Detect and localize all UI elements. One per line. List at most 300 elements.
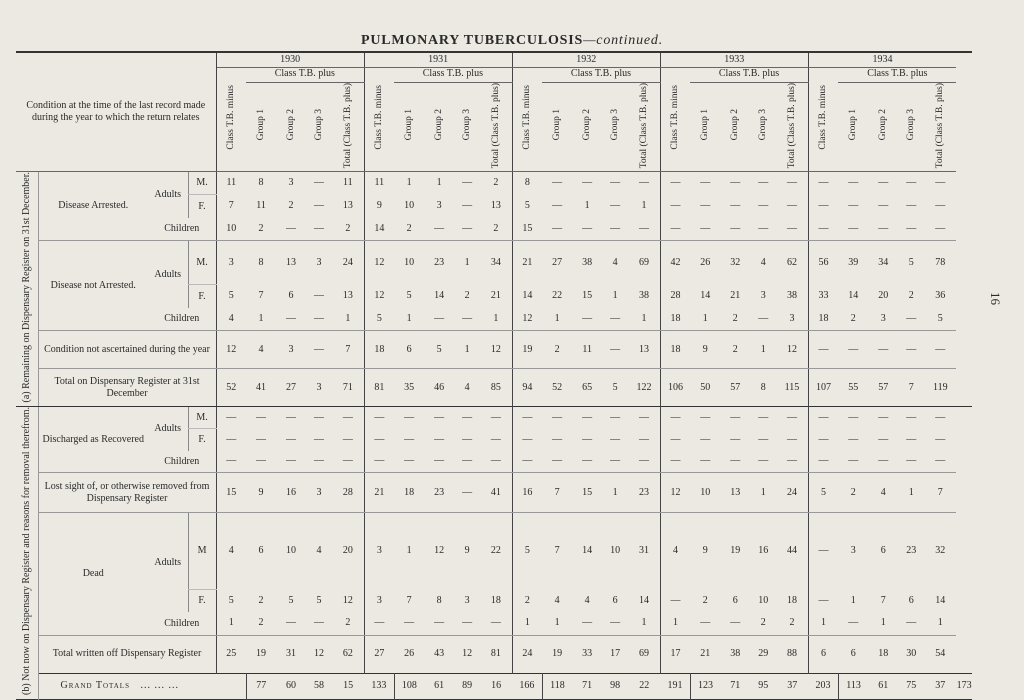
adults-label: Adults	[154, 189, 182, 201]
table-cell: 28	[332, 473, 364, 513]
table-cell: 115	[776, 369, 808, 407]
class-minus-header: Class T.B. minus	[512, 67, 542, 172]
group3-header: Group 3	[306, 82, 332, 172]
table-cell: 2	[480, 218, 512, 241]
table-cell: —	[306, 331, 332, 369]
group2-header: Group 2	[276, 82, 306, 172]
table-cell: 4	[554, 594, 560, 606]
table-cell: 39	[848, 256, 859, 268]
table-cell: 21	[364, 473, 394, 513]
table-cell: 12	[374, 290, 385, 302]
table-cell: —	[314, 411, 325, 423]
table-cell: 33	[818, 290, 829, 302]
table-cell: 43	[434, 648, 445, 660]
table-cell: 98	[602, 673, 628, 699]
table-cell: —	[480, 407, 512, 429]
class-plus-header: Class T.B. plus	[542, 67, 660, 82]
table-cell: —	[424, 612, 454, 635]
table-cell: 1	[406, 177, 412, 189]
table-cell: —	[848, 177, 859, 189]
table-cell: 1	[512, 612, 542, 635]
table-cell: 3	[376, 545, 382, 557]
table-cell: —	[404, 411, 415, 423]
group1-header: Group 1	[542, 82, 572, 172]
table-cell: 2	[480, 172, 512, 195]
table-cell: —	[522, 433, 533, 445]
sex-label: M.	[188, 407, 216, 429]
table-cell: —	[898, 451, 924, 473]
table-cell: —	[838, 612, 868, 635]
table-cell: —	[424, 451, 454, 473]
table-cell: 18	[394, 473, 424, 513]
table-cell: 2	[908, 290, 914, 302]
sex-label: M	[188, 513, 216, 589]
table-cell: 32	[935, 545, 946, 557]
table-cell: 23	[628, 473, 660, 513]
table-cell: 2	[464, 290, 470, 302]
total-written-off-label: Total written off Dispensary Register	[38, 635, 216, 673]
table-cell: —	[454, 473, 480, 513]
table-cell: 77	[246, 673, 276, 699]
table-cell: 62	[332, 635, 364, 673]
table-cell: 22	[480, 513, 512, 589]
table-cell: 8	[258, 256, 264, 268]
table-cell: 10	[404, 200, 415, 212]
table-cell: —	[924, 331, 956, 369]
group3-header: Group 3	[602, 82, 628, 172]
table-cell: 5	[524, 200, 530, 212]
table-cell: —	[720, 218, 750, 241]
table-cell: —	[730, 200, 741, 212]
table-cell: —	[758, 411, 769, 423]
table-cell: —	[818, 177, 829, 189]
table-cell: 9	[246, 473, 276, 513]
table-cell: 7	[406, 594, 412, 606]
table-cell: —	[572, 308, 602, 331]
table-cell: —	[394, 451, 424, 473]
table-cell: 4	[316, 545, 322, 557]
table-cell: —	[670, 411, 681, 423]
table-cell: —	[750, 451, 776, 473]
table-cell: —	[434, 411, 445, 423]
table-cell: 123	[690, 673, 720, 699]
group1-header: Group 1	[394, 82, 424, 172]
table-cell: 37	[776, 673, 808, 699]
table-cell: 71	[720, 673, 750, 699]
table-cell: 5	[424, 331, 454, 369]
table-cell: 7	[924, 473, 956, 513]
table-cell: —	[628, 407, 660, 429]
table-cell: —	[898, 612, 924, 635]
table-cell: —	[898, 218, 924, 241]
table-cell: 2	[776, 612, 808, 635]
table-cell: —	[610, 433, 621, 445]
row-group-label: Disease not Arrested.	[38, 241, 148, 331]
table-cell: 62	[776, 241, 808, 285]
table-cell: —	[818, 433, 829, 445]
table-cell: —	[434, 433, 445, 445]
table-cell: —	[690, 218, 720, 241]
table-cell: 9	[376, 200, 382, 212]
table-cell: —	[542, 451, 572, 473]
table-cell: —	[848, 433, 859, 445]
table-cell: —	[878, 177, 889, 189]
table-cell: 15	[512, 218, 542, 241]
table-cell: 6	[288, 290, 294, 302]
table-cell: 36	[935, 290, 946, 302]
table-cell: —	[216, 451, 246, 473]
table-cell: —	[364, 451, 394, 473]
page-number: 16	[988, 292, 1003, 305]
table-cell: 10	[690, 473, 720, 513]
table-cell: 41	[256, 381, 267, 393]
table-cell: 166	[512, 673, 542, 699]
table-cell: —	[226, 433, 237, 445]
adults-label: Adults	[154, 268, 182, 280]
table-cell: 1	[690, 308, 720, 331]
table-cell: 37	[924, 673, 956, 699]
table-cell: —	[720, 451, 750, 473]
table-cell: 57	[730, 381, 741, 393]
table-cell: 1	[660, 612, 690, 635]
group2-header: Group 2	[720, 82, 750, 172]
table-cell: —	[552, 433, 563, 445]
table-cell: 24	[776, 473, 808, 513]
table-cell: —	[582, 433, 593, 445]
table-cell: —	[690, 451, 720, 473]
table-cell: 42	[670, 256, 681, 268]
table-cell: 13	[480, 195, 512, 218]
section-b-label: (b) Not now on Dispensary Register and reasons for removal therefrom.	[16, 407, 38, 699]
table-cell: —	[776, 172, 808, 195]
adults-label: Adults	[154, 423, 182, 435]
table-cell: 16	[276, 473, 306, 513]
table-cell: —	[848, 200, 859, 212]
table-cell: 55	[848, 381, 859, 393]
table-cell: 1	[628, 308, 660, 331]
table-cell: 15	[572, 473, 602, 513]
table-cell: 6	[880, 545, 886, 557]
table-cell: —	[838, 218, 868, 241]
table-cell: 12	[776, 331, 808, 369]
table-cell: —	[750, 218, 776, 241]
sex-label: M.	[188, 172, 216, 195]
table-cell: 2	[332, 218, 364, 241]
table-cell: 13	[628, 331, 660, 369]
table-cell: 1	[246, 308, 276, 331]
table-cell: —	[226, 411, 237, 423]
table-cell: —	[906, 200, 917, 212]
table-cell: 12	[332, 589, 364, 612]
table-cell: 1	[436, 177, 442, 189]
table-cell: 8	[760, 381, 766, 393]
table-cell: —	[552, 177, 563, 189]
table-cell: 2	[750, 612, 776, 635]
table-cell: 71	[572, 673, 602, 699]
table-cell: 14	[848, 290, 859, 302]
table-cell: —	[700, 200, 711, 212]
table-cell: 4	[760, 256, 766, 268]
table-cell: 15	[216, 473, 246, 513]
table-cell: —	[818, 545, 829, 557]
table-cell: 14	[582, 545, 593, 557]
table-cell: 12	[216, 331, 246, 369]
table-cell: 5	[364, 308, 394, 331]
table-cell: 3	[316, 256, 322, 268]
table-cell: 14	[700, 290, 711, 302]
table-cell: 13	[332, 285, 364, 308]
row-group-label: Discharged as Recovered	[38, 407, 148, 473]
table-cell: 1	[868, 612, 898, 635]
children-label: Children	[148, 218, 216, 241]
table-cell: —	[314, 290, 325, 302]
table-cell: —	[276, 612, 306, 635]
table-cell: —	[808, 451, 838, 473]
table-cell: 46	[434, 381, 445, 393]
table-cell: 16	[758, 545, 769, 557]
table-cell: 61	[868, 673, 898, 699]
table-cell: 10	[286, 545, 297, 557]
table-cell: 1	[394, 308, 424, 331]
table-cell: 4	[612, 256, 618, 268]
children-label: Children	[148, 451, 216, 473]
condition-not-ascertained-label: Condition not ascertained during the year	[38, 331, 216, 369]
table-cell: —	[868, 451, 898, 473]
row-group-label: Disease Arrested.	[38, 172, 148, 241]
table-cell: 8	[524, 177, 530, 189]
table-cell: 2	[524, 594, 530, 606]
table-cell: 3	[436, 200, 442, 212]
class-minus-header: Class T.B. minus	[216, 67, 246, 172]
table-cell: 23	[424, 473, 454, 513]
table-cell: —	[808, 331, 838, 369]
total-header: Total (Class T.B. plus)	[628, 82, 660, 172]
table-cell: 52	[226, 381, 237, 393]
table-cell: 1	[584, 200, 590, 212]
table-cell: 18	[808, 308, 838, 331]
table-cell: —	[720, 612, 750, 635]
table-cell: —	[332, 451, 364, 473]
table-cell: 10	[758, 594, 769, 606]
table-cell: 3	[760, 290, 766, 302]
table-cell: 7	[258, 290, 264, 302]
table-cell: 14	[628, 589, 660, 612]
table-cell: 14	[364, 218, 394, 241]
table-cell: 54	[935, 648, 946, 660]
table-cell: 5	[228, 594, 234, 606]
table-cell: 1	[602, 473, 628, 513]
table-cell: 12	[314, 648, 325, 660]
sex-label: F.	[188, 285, 216, 308]
page-title: PULMONARY TUBERCULOSIS—continued.	[360, 33, 664, 48]
table-cell: 38	[776, 285, 808, 308]
children-label: Children	[148, 612, 216, 635]
table-cell: 28	[670, 290, 681, 302]
group2-header: Group 2	[868, 82, 898, 172]
table-cell: —	[306, 308, 332, 331]
table-cell: 21	[522, 256, 533, 268]
table-cell: —	[758, 177, 769, 189]
table-cell: —	[462, 177, 473, 189]
group3-header: Group 3	[454, 82, 480, 172]
tuberculosis-table	[16, 51, 972, 700]
table-cell: 1	[750, 473, 776, 513]
table-cell: —	[730, 411, 741, 423]
table-cell: 81	[374, 381, 385, 393]
table-cell: 23	[906, 545, 917, 557]
table-cell: —	[808, 218, 838, 241]
table-cell: —	[935, 433, 946, 445]
children-label: Children	[148, 308, 216, 331]
table-cell: 1	[542, 612, 572, 635]
group1-header: Group 1	[690, 82, 720, 172]
total-header: Total (Class T.B. plus)	[924, 82, 956, 172]
table-cell: 4	[464, 381, 470, 393]
total-header: Total (Class T.B. plus)	[776, 82, 808, 172]
table-cell: 5	[406, 290, 412, 302]
table-cell: 27	[286, 381, 297, 393]
table-cell: —	[582, 177, 593, 189]
table-cell: 2	[720, 308, 750, 331]
table-cell: 4	[216, 308, 246, 331]
table-cell: 1	[850, 594, 856, 606]
table-cell: 14	[434, 290, 445, 302]
table-cell: 85	[480, 369, 512, 407]
table-cell: —	[332, 429, 364, 451]
table-cell: 6	[258, 545, 264, 557]
table-cell: —	[730, 177, 741, 189]
table-cell: 58	[306, 673, 332, 699]
table-cell: —	[818, 411, 829, 423]
table-cell: 69	[628, 635, 660, 673]
table-cell: —	[628, 451, 660, 473]
table-cell: 13	[332, 195, 364, 218]
table-cell: 26	[404, 648, 415, 660]
table-cell: —	[552, 200, 563, 212]
table-cell: —	[602, 308, 628, 331]
table-cell: 41	[480, 473, 512, 513]
table-cell: 7	[542, 473, 572, 513]
table-cell: 7	[908, 381, 914, 393]
table-cell: —	[906, 433, 917, 445]
table-cell: 1	[628, 195, 660, 218]
table-cell: 3	[464, 594, 470, 606]
table-cell: 11	[374, 177, 385, 189]
class-plus-header: Class T.B. plus	[838, 67, 956, 82]
table-cell: 5	[808, 473, 838, 513]
table-cell: 56	[818, 256, 829, 268]
table-cell: 7	[332, 331, 364, 369]
table-cell: 5	[908, 256, 914, 268]
table-cell: 1	[750, 331, 776, 369]
table-cell: —	[454, 612, 480, 635]
table-cell: —	[276, 308, 306, 331]
table-cell: 2	[288, 200, 294, 212]
table-cell: —	[935, 177, 946, 189]
table-cell: 122	[628, 369, 660, 407]
table-cell: —	[306, 451, 332, 473]
table-cell: —	[610, 177, 621, 189]
table-cell: —	[730, 433, 741, 445]
table-cell: 5	[612, 381, 618, 393]
table-cell: 17	[610, 648, 621, 660]
table-cell: —	[670, 177, 681, 189]
year-header: 1932	[512, 52, 660, 67]
table-cell: —	[454, 308, 480, 331]
table-cell: 2	[246, 218, 276, 241]
class-plus-header: Class T.B. plus	[394, 67, 512, 82]
table-cell: 5	[288, 594, 294, 606]
table-cell: —	[660, 451, 690, 473]
table-cell: 12	[462, 648, 473, 660]
table-cell: —	[776, 451, 808, 473]
table-cell: —	[848, 411, 859, 423]
table-cell: 1	[332, 308, 364, 331]
table-cell: —	[286, 433, 297, 445]
table-cell: —	[314, 433, 325, 445]
table-cell: 20	[332, 513, 364, 589]
group1-header: Group 1	[838, 82, 868, 172]
table-cell: —	[838, 331, 868, 369]
table-cell: —	[424, 218, 454, 241]
table-cell: 133	[364, 673, 394, 699]
table-cell: —	[670, 594, 681, 606]
table-cell: —	[660, 218, 690, 241]
table-cell: 5	[228, 290, 234, 302]
table-cell: 1	[542, 308, 572, 331]
table-cell: 20	[878, 290, 889, 302]
table-cell: —	[480, 612, 512, 635]
table-cell: 10	[216, 218, 246, 241]
table-cell: —	[906, 177, 917, 189]
group3-header: Group 3	[750, 82, 776, 172]
table-cell: 12	[434, 545, 445, 557]
table-cell: 15	[582, 290, 593, 302]
table-cell: 81	[480, 635, 512, 673]
table-cell: —	[750, 308, 776, 331]
table-cell: —	[582, 411, 593, 423]
total-header: Total (Class T.B. plus)	[332, 82, 364, 172]
table-cell: 1	[406, 545, 412, 557]
table-cell: 118	[542, 673, 572, 699]
table-cell: —	[700, 433, 711, 445]
table-cell: 95	[750, 673, 776, 699]
table-cell: 18	[660, 331, 690, 369]
sex-label: F.	[188, 429, 216, 451]
table-cell: 13	[286, 256, 297, 268]
table-cell: 10	[404, 256, 415, 268]
table-cell: 88	[776, 635, 808, 673]
table-cell: —	[572, 218, 602, 241]
table-cell: 6	[612, 594, 618, 606]
row-group-label: Dead	[38, 513, 148, 635]
class-minus-header: Class T.B. minus	[660, 67, 690, 172]
table-cell: 11	[226, 177, 237, 189]
table-cell: —	[628, 429, 660, 451]
table-cell: 7	[880, 594, 886, 606]
table-cell: 10	[610, 545, 621, 557]
table-cell: 14	[935, 594, 946, 606]
table-cell: 2	[542, 331, 572, 369]
year-header: 1934	[808, 52, 956, 67]
group3-header: Group 3	[898, 82, 924, 172]
table-cell: 21	[730, 290, 741, 302]
table-cell: —	[935, 200, 946, 212]
table-cell: 2	[838, 308, 868, 331]
table-cell: —	[924, 218, 956, 241]
table-cell: 12	[512, 308, 542, 331]
table-cell: 2	[702, 594, 708, 606]
